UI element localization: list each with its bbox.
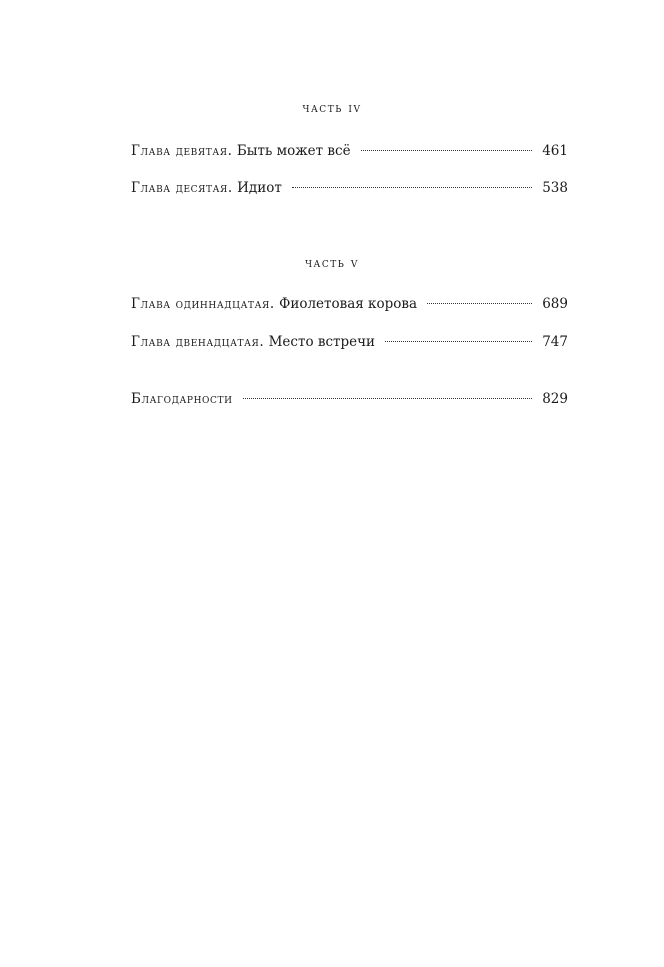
chapter-number: Глава десятая. bbox=[131, 180, 233, 196]
dot-leader bbox=[361, 150, 533, 151]
page-number: 461 bbox=[542, 143, 568, 159]
toc-entry[interactable] bbox=[131, 296, 568, 316]
acknowledgements-title: Благодарности bbox=[131, 391, 233, 407]
chapter-number: Глава девятая. bbox=[131, 143, 233, 159]
toc-entry-label bbox=[131, 391, 233, 407]
chapter-title: Фиолетовая корова bbox=[279, 296, 418, 312]
page-number: 538 bbox=[542, 180, 568, 196]
toc-entry[interactable] bbox=[131, 180, 568, 200]
toc-entry-label bbox=[131, 334, 375, 350]
dot-leader bbox=[385, 341, 532, 342]
chapter-title: Быть может всё bbox=[236, 143, 351, 159]
part-heading-4: часть iv bbox=[302, 101, 362, 116]
toc-entry-label bbox=[131, 180, 282, 196]
toc-entry[interactable] bbox=[131, 334, 568, 354]
toc-entry-acknowledgements[interactable] bbox=[131, 391, 568, 411]
toc-entry-label bbox=[131, 296, 417, 312]
toc-entry-label bbox=[131, 143, 351, 159]
dot-leader bbox=[427, 303, 532, 304]
page-number: 689 bbox=[542, 296, 568, 312]
chapter-number: Глава одиннадцатая. bbox=[131, 296, 275, 312]
page-number: 747 bbox=[542, 334, 568, 350]
part-heading-5: часть v bbox=[305, 256, 359, 271]
toc-entry[interactable] bbox=[131, 143, 568, 163]
chapter-title: Место встречи bbox=[268, 334, 376, 350]
dot-leader bbox=[243, 398, 533, 399]
dot-leader bbox=[292, 187, 532, 188]
page-number: 829 bbox=[542, 391, 568, 407]
chapter-title: Идиот bbox=[237, 180, 282, 196]
chapter-number: Глава двенадцатая. bbox=[131, 334, 265, 350]
